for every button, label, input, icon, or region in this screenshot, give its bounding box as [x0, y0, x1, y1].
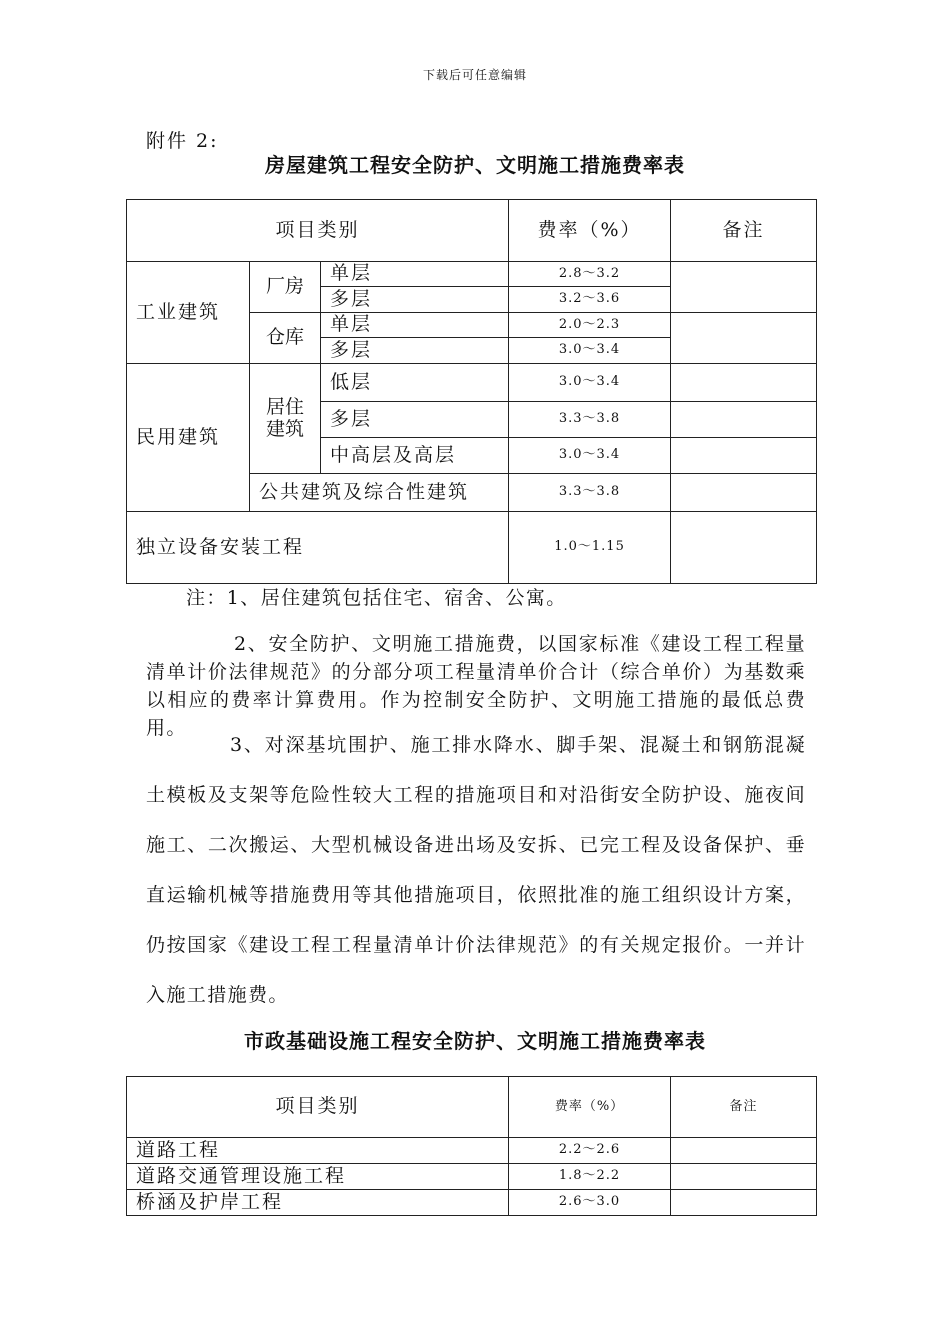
table-row — [127, 364, 817, 402]
header-remark: 备注 — [671, 200, 817, 262]
header-category: 项目类别 — [127, 1077, 509, 1138]
factory-label: 厂房 — [250, 262, 321, 313]
remark-cell — [671, 1190, 817, 1216]
residential-low-rate: 3.0～3.4 — [509, 364, 671, 402]
row-label: 道路工程 — [127, 1138, 509, 1164]
residential-multi-label: 多层 — [321, 402, 509, 438]
table-row — [127, 1164, 817, 1190]
remark-cell — [671, 402, 817, 438]
note-1: 注：1、居住建筑包括住宅、宿舍、公寓。 — [186, 587, 567, 609]
table-header-row — [127, 200, 817, 262]
header-category: 项目类别 — [127, 200, 509, 262]
remark-cell — [671, 512, 817, 584]
header-remark: 备注 — [671, 1077, 817, 1138]
factory-multi-rate: 3.2～3.6 — [509, 287, 671, 313]
residential-high-label: 中高层及高层 — [321, 438, 509, 474]
table-row — [127, 1190, 817, 1216]
public-building-rate: 3.3～3.8 — [509, 474, 671, 512]
attachment-label: 附件 2: — [146, 130, 219, 152]
residential-multi-rate: 3.3～3.8 — [509, 402, 671, 438]
note-2: 2、安全防护、文明施工措施费，以国家标准《建设工程工程量清单计价法律规范》的分部分项工程量清单价合计（综合单价）为基数乘以相应的费率计算费用。作为控制安全防护、文明施工措施的最低总费用。 — [146, 633, 806, 739]
table2-title: 市政基础设施工程安全防护、文明施工措施费率表 — [244, 1029, 706, 1053]
residential-high-rate: 3.0～3.4 — [509, 438, 671, 474]
municipal-fee-table — [126, 1076, 817, 1216]
warehouse-multi-rate: 3.0～3.4 — [509, 338, 671, 364]
remark-cell — [671, 474, 817, 512]
factory-single-label: 单层 — [321, 262, 509, 287]
remark-cell — [671, 1164, 817, 1190]
table-header-row — [127, 1077, 817, 1138]
remark-cell — [671, 438, 817, 474]
table-row — [127, 1138, 817, 1164]
remark-cell — [671, 1138, 817, 1164]
remark-cell — [671, 262, 817, 313]
warehouse-single-label: 单层 — [321, 313, 509, 338]
factory-single-rate: 2.8～3.2 — [509, 262, 671, 287]
row-rate: 1.8～2.2 — [509, 1164, 671, 1190]
warehouse-label: 仓库 — [250, 313, 321, 364]
equipment-label: 独立设备安装工程 — [127, 512, 509, 584]
residential-label: 居住建筑 — [250, 364, 321, 474]
building-fee-table — [126, 199, 817, 584]
residential-low-label: 低层 — [321, 364, 509, 402]
warehouse-single-rate: 2.0～2.3 — [509, 313, 671, 338]
table-row — [127, 262, 817, 287]
civil-label: 民用建筑 — [127, 364, 250, 512]
header-rate: 费率（%） — [509, 1077, 671, 1138]
public-building-label: 公共建筑及综合性建筑 — [250, 474, 509, 512]
table-row — [127, 512, 817, 584]
row-rate: 2.6～3.0 — [509, 1190, 671, 1216]
note-3: 3、对深基坑围护、施工排水降水、脚手架、混凝土和钢筋混凝土模板及支架等危险性较大工程的措施项目和对沿街安全防护设、施夜间施工、二次搬运、大型机械设备进出场及安拆、已完工程及设备保护、垂直运输机械等措施费用等其他措施项目，依照批准的施工组织设计方案，仍按国家《建设工程工程量清单计价法律规范》的有关规定报价。一并计入施工措施费。 — [146, 734, 806, 1006]
header-rate: 费率（%） — [509, 200, 671, 262]
row-label: 桥涵及护岸工程 — [127, 1190, 509, 1216]
remark-cell — [671, 313, 817, 364]
row-rate: 2.2～2.6 — [509, 1138, 671, 1164]
industrial-label: 工业建筑 — [127, 262, 250, 364]
table1-title: 房屋建筑工程安全防护、文明施工措施费率表 — [265, 153, 685, 177]
warehouse-multi-label: 多层 — [321, 338, 509, 364]
row-label: 道路交通管理设施工程 — [127, 1164, 509, 1190]
remark-cell — [671, 364, 817, 402]
equipment-rate: 1.0～1.15 — [509, 512, 671, 584]
header-note: 下载后可任意编辑 — [422, 68, 527, 82]
factory-multi-label: 多层 — [321, 287, 509, 313]
